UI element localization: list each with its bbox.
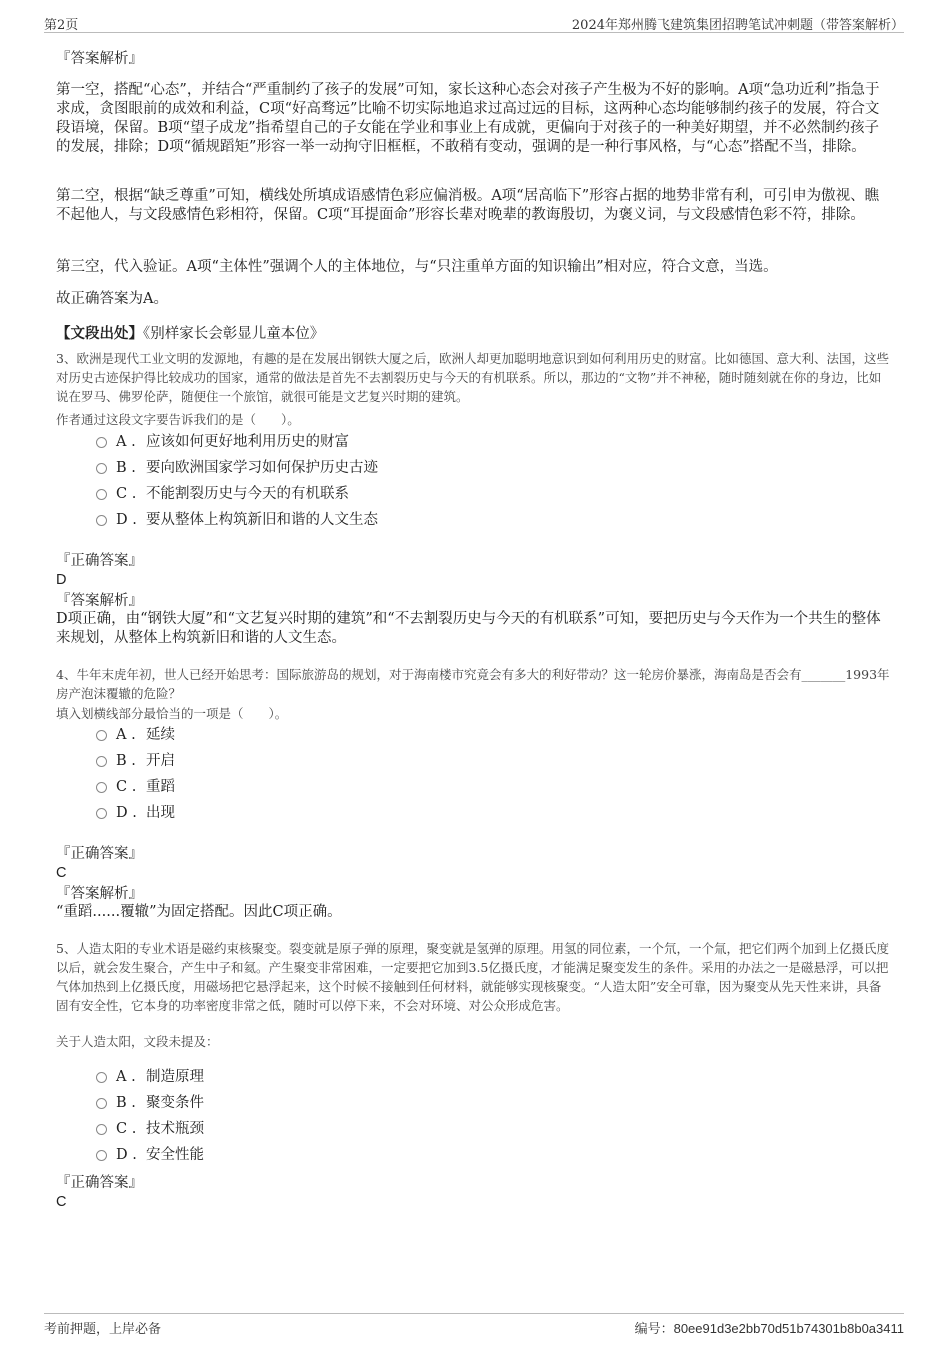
q2-analysis-para3: 第三空，代入验证。A项“主体性”强调个人的主体地位，与“只注重单方面的知识输出”相对应，符合文意，当选。 <box>56 259 778 275</box>
q2-source-title: 《别样家长会彰显儿童本位》 <box>143 326 325 342</box>
q4-option-b[interactable]: B . 开启 <box>96 752 175 770</box>
q3-analysis: D项正确，由“钢铁大厦”和“文艺复兴时期的建筑”和“不去割裂历史与今天的有机联系”可知，要把历史与今天作为一个共生的整体来规划，从整体上构筑新旧和谐的人文生态。 <box>56 611 881 646</box>
radio-icon[interactable] <box>96 1098 107 1109</box>
q4-stem: 4、牛年末虎年初，世人已经开始思考：国际旅游岛的规划，对于海南楼市究竟会有多大的利好带动？这一轮房价暴涨，海南岛是否会有_______1993年房产泡沫覆辙的危险？ <box>56 667 890 701</box>
q4-option-a[interactable]: A . 延续 <box>96 726 175 744</box>
q2-source <box>56 324 890 344</box>
footer-motto: 考前押题，上岸必备 <box>44 1322 162 1337</box>
q3-option-d[interactable]: D . 要从整体上构筑新旧和谐的人文生态 <box>96 511 378 529</box>
radio-icon[interactable] <box>96 1124 107 1135</box>
q3-ask: 作者通过这段文字要告诉我们的是（ ）。 <box>56 412 300 427</box>
q2-analysis-para2: 第二空，根据“缺乏尊重”可知，横线处所填成语感情色彩应偏消极。A项“居高临下”形容占据的地势非常有利，可引申为傲视、瞧不起他人，与文段感情色彩相符，保留。C项“耳提面命”形容长辈对晚辈的教诲殷切，为褒义词，与文段感情色彩不符，排除。 <box>56 188 880 223</box>
q3-analysis-label: 『答案解析』 <box>56 593 143 609</box>
q5-option-b[interactable]: B . 聚变条件 <box>96 1094 204 1112</box>
q2-analysis-para4: 故正确答案为A。 <box>56 291 168 307</box>
q2-analysis-para1: 第一空，搭配“心态”，并结合“严重制约了孩子的发展”可知，家长这种心态会对孩子产生极为不好的影响。A项“急功近利”指急于求成，贪图眼前的成效和利益，C项“好高骛远”比喻不切实际地追求过高过远的目标，这两种心态均能够制约孩子的发展，符合文段语境，保留。B项“望子成龙”指希望自己的子女能在学业和事业上有成就，更偏向于对孩子的一种美好期望，并不必然制约孩子的发展，排除；D项“循规蹈矩”形容一举一动拘守旧框框，不敢稍有变动，强调的是一种行事风格，与“心态”搭配不当，排除。 <box>56 82 880 155</box>
radio-icon[interactable] <box>96 463 107 474</box>
radio-icon[interactable] <box>96 515 107 526</box>
q5-stem: 5、人造太阳的专业术语是磁约束核聚变。裂变就是原子弹的原理，聚变就是氢弹的原理。用氢的同位素，一个氘，一个氚，把它们两个加到上亿摄氏度以后，就会发生聚合，产生中子和氦。产生聚变非常困难，一定要把它加到3.5亿摄氏度，才能满足聚变发生的条件。采用的办法之一是磁悬浮，可以把气体加热到上亿摄氏度，用磁场把它悬浮起来，这个时候不接触到任何材料，就能够实现核聚变。“人造太阳”安全可靠，因为聚变从先天性来讲，具备固有安全性，它本身的功率密度非常之低，随时可以停下来，不会对环境、对公众形成危害。 <box>56 941 889 1013</box>
radio-icon[interactable] <box>96 808 107 819</box>
q4-answer-label: 『正确答案』 <box>56 846 143 862</box>
q4-option-d[interactable]: D . 出现 <box>96 804 175 822</box>
page-footer <box>44 1313 904 1338</box>
q5-ask: 关于人造太阳，文段未提及： <box>56 1034 219 1049</box>
radio-icon[interactable] <box>96 756 107 767</box>
radio-icon[interactable] <box>96 1072 107 1083</box>
q4-ask: 填入划横线部分最恰当的一项是（ ）。 <box>56 706 288 721</box>
q4-answer: C <box>56 865 67 881</box>
q5-option-c[interactable]: C . 技术瓶颈 <box>96 1120 204 1138</box>
q5-answer-label: 『正确答案』 <box>56 1175 143 1191</box>
page-header <box>44 14 904 33</box>
page-number: 第2页 <box>44 18 79 33</box>
q3-answer: D <box>56 572 67 588</box>
radio-icon[interactable] <box>96 782 107 793</box>
radio-icon[interactable] <box>96 1150 107 1161</box>
q5-option-d[interactable]: D . 安全性能 <box>96 1146 204 1164</box>
q4-analysis-label: 『答案解析』 <box>56 886 143 902</box>
radio-icon[interactable] <box>96 437 107 448</box>
q3-option-a[interactable]: A . 应该如何更好地利用历史的财富 <box>96 433 349 451</box>
q4-option-c[interactable]: C . 重蹈 <box>96 778 175 796</box>
q2-source-label: 【文段出处】 <box>56 325 143 342</box>
radio-icon[interactable] <box>96 730 107 741</box>
q4-analysis: “重蹈......覆辙”为固定搭配。因此C项正确。 <box>56 904 342 920</box>
document-title: 2024年郑州腾飞建筑集团招聘笔试冲刺题（带答案解析） <box>571 18 904 33</box>
radio-icon[interactable] <box>96 489 107 500</box>
q3-answer-label: 『正确答案』 <box>56 553 143 569</box>
document-serial: 编号：80ee91d3e2bb70d51b74301b8b0a3411 <box>634 1321 904 1336</box>
q3-stem: 3、欧洲是现代工业文明的发源地，有趣的是在发展出钢铁大厦之后，欧洲人却更加聪明地意识到如何利用历史的财富。比如德国、意大利、法国，这些对历史古迹保护得比较成功的国家，通常的做法是首先不去割裂历史与今天的有机联系。所以，那边的“文物”并不神秘，随时随刻就在你的身边，比如说在罗马、佛罗伦萨，随便住一个旅馆，就很可能是文艺复兴时期的建筑。 <box>56 351 889 404</box>
q3-option-c[interactable]: C . 不能割裂历史与今天的有机联系 <box>96 485 349 503</box>
q5-answer: C <box>56 1194 67 1210</box>
q3-option-b[interactable]: B . 要向欧洲国家学习如何保护历史古迹 <box>96 459 378 477</box>
q2-analysis-label: 『答案解析』 <box>56 51 143 67</box>
q5-option-a[interactable]: A . 制造原理 <box>96 1068 204 1086</box>
